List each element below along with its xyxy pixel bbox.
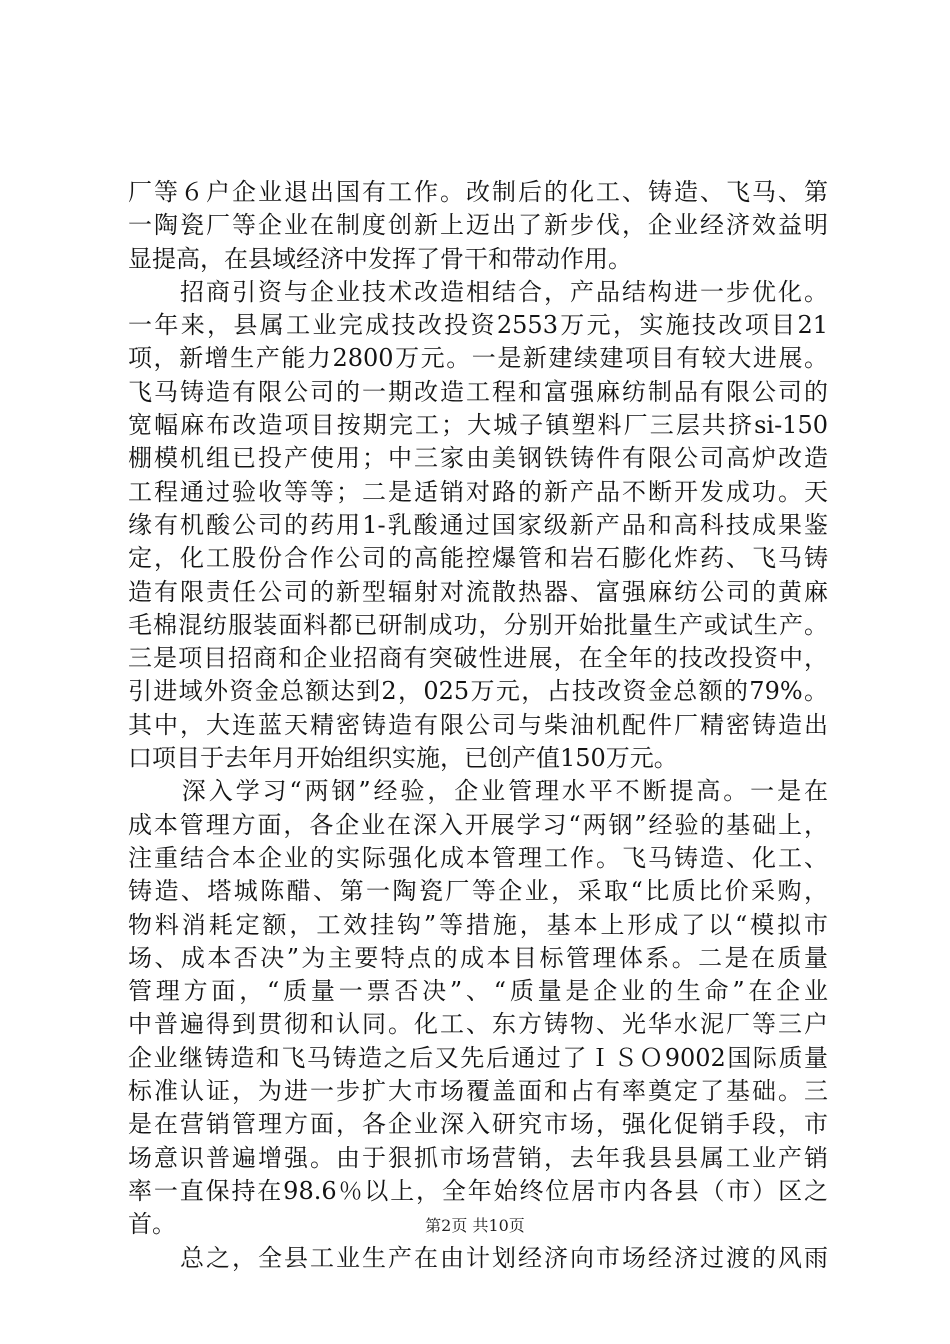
text-line: 物料消耗定额，工效挂钩”等措施，基本上形成了以“模拟市 <box>128 910 828 939</box>
text-line: 铸造、塔城陈醋、第一陶瓷厂等企业，采取“比质比价采购， <box>128 877 828 906</box>
body-text <box>128 176 828 1275</box>
text-line: 场、成本否决”为主要特点的成本目标管理体系。二是在质量 <box>128 943 828 972</box>
text-line: 显提高，在县域经济中发挥了骨干和带动作用。 <box>128 244 632 273</box>
text-line: 飞马铸造有限公司的一期改造工程和富强麻纺制品有限公司的 <box>128 377 828 406</box>
text-line: 厂等６户企业退出国有工作。改制后的化工、铸造、飞马、第 <box>128 178 828 206</box>
text-line: 一陶瓷厂等企业在制度创新上迈出了新步伐，企业经济效益明 <box>128 211 828 240</box>
text-line: 中普遍得到贯彻和认同。化工、东方铸物、光华水泥厂等三户 <box>128 1010 828 1039</box>
text-line: 成本管理方面，各企业在深入开展学习“两钢”经验的基础上， <box>128 810 828 839</box>
text-line: 造有限责任公司的新型辐射对流散热器、富强麻纺公司的黄麻 <box>128 577 828 606</box>
text-line: 棚模机组已投产使用；中三家由美钢铁铸件有限公司高炉改造 <box>128 444 828 473</box>
text-line: 管理方面，“质量一票否决”、“质量是企业的生命”在企业 <box>128 977 828 1006</box>
text-line: 深入学习“两钢”经验，企业管理水平不断提高。一是在 <box>128 777 828 806</box>
text-line: 口项目于去年月开始组织实施，已创产值150万元。 <box>128 744 678 773</box>
text-line: 招商引资与企业技术改造相结合，产品结构进一步优化。 <box>128 277 828 306</box>
text-line: 三是项目招商和企业招商有突破性进展，在全年的技改投资中， <box>128 644 828 673</box>
text-line: 是在营销管理方面，各企业深入研究市场，强化促销手段，市 <box>128 1110 828 1139</box>
text-line: 首。 <box>128 1210 176 1239</box>
text-line: 企业继铸造和飞马铸造之后又先后通过了ＩＳＯ9002国际质量 <box>128 1043 828 1072</box>
text-line: 项，新增生产能力2800万元。一是新建续建项目有较大进展。 <box>128 344 828 373</box>
text-line: 总之，全县工业生产在由计划经济向市场经济过渡的风雨 <box>128 1243 828 1272</box>
text-line: 标准认证，为进一步扩大市场覆盖面和占有率奠定了基础。三 <box>128 1077 828 1106</box>
text-line: 工程通过验收等等；二是适销对路的新产品不断开发成功。天 <box>128 477 828 506</box>
text-line: 率一直保持在98.6％以上，全年始终位居市内各县（市）区之 <box>128 1176 828 1205</box>
text-line: 其中，大连蓝天精密铸造有限公司与柴油机配件厂精密铸造出 <box>128 710 828 739</box>
text-line: 宽幅麻布改造项目按期完工；大城子镇塑料厂三层共挤si-150 <box>128 411 828 440</box>
page-footer: 第2页 共10页 <box>425 1216 525 1235</box>
text-line: 引进域外资金总额达到2，025万元，占技改资金总额的79%。 <box>128 677 828 706</box>
text-line: 注重结合本企业的实际强化成本管理工作。飞马铸造、化工、 <box>128 843 828 872</box>
text-line: 场意识普遍增强。由于狠抓市场营销，去年我县县属工业产销 <box>128 1143 828 1172</box>
text-line: 毛棉混纺服装面料都已研制成功，分别开始批量生产或试生产。 <box>128 610 828 639</box>
text-line: 缘有机酸公司的药用1-乳酸通过国家级新产品和高科技成果鉴 <box>128 510 828 539</box>
text-line: 一年来，县属工业完成技改投资2553万元，实施技改项目21 <box>128 311 828 340</box>
text-line: 定，化工股份合作公司的高能控爆管和岩石膨化炸药、飞马铸 <box>128 544 828 573</box>
